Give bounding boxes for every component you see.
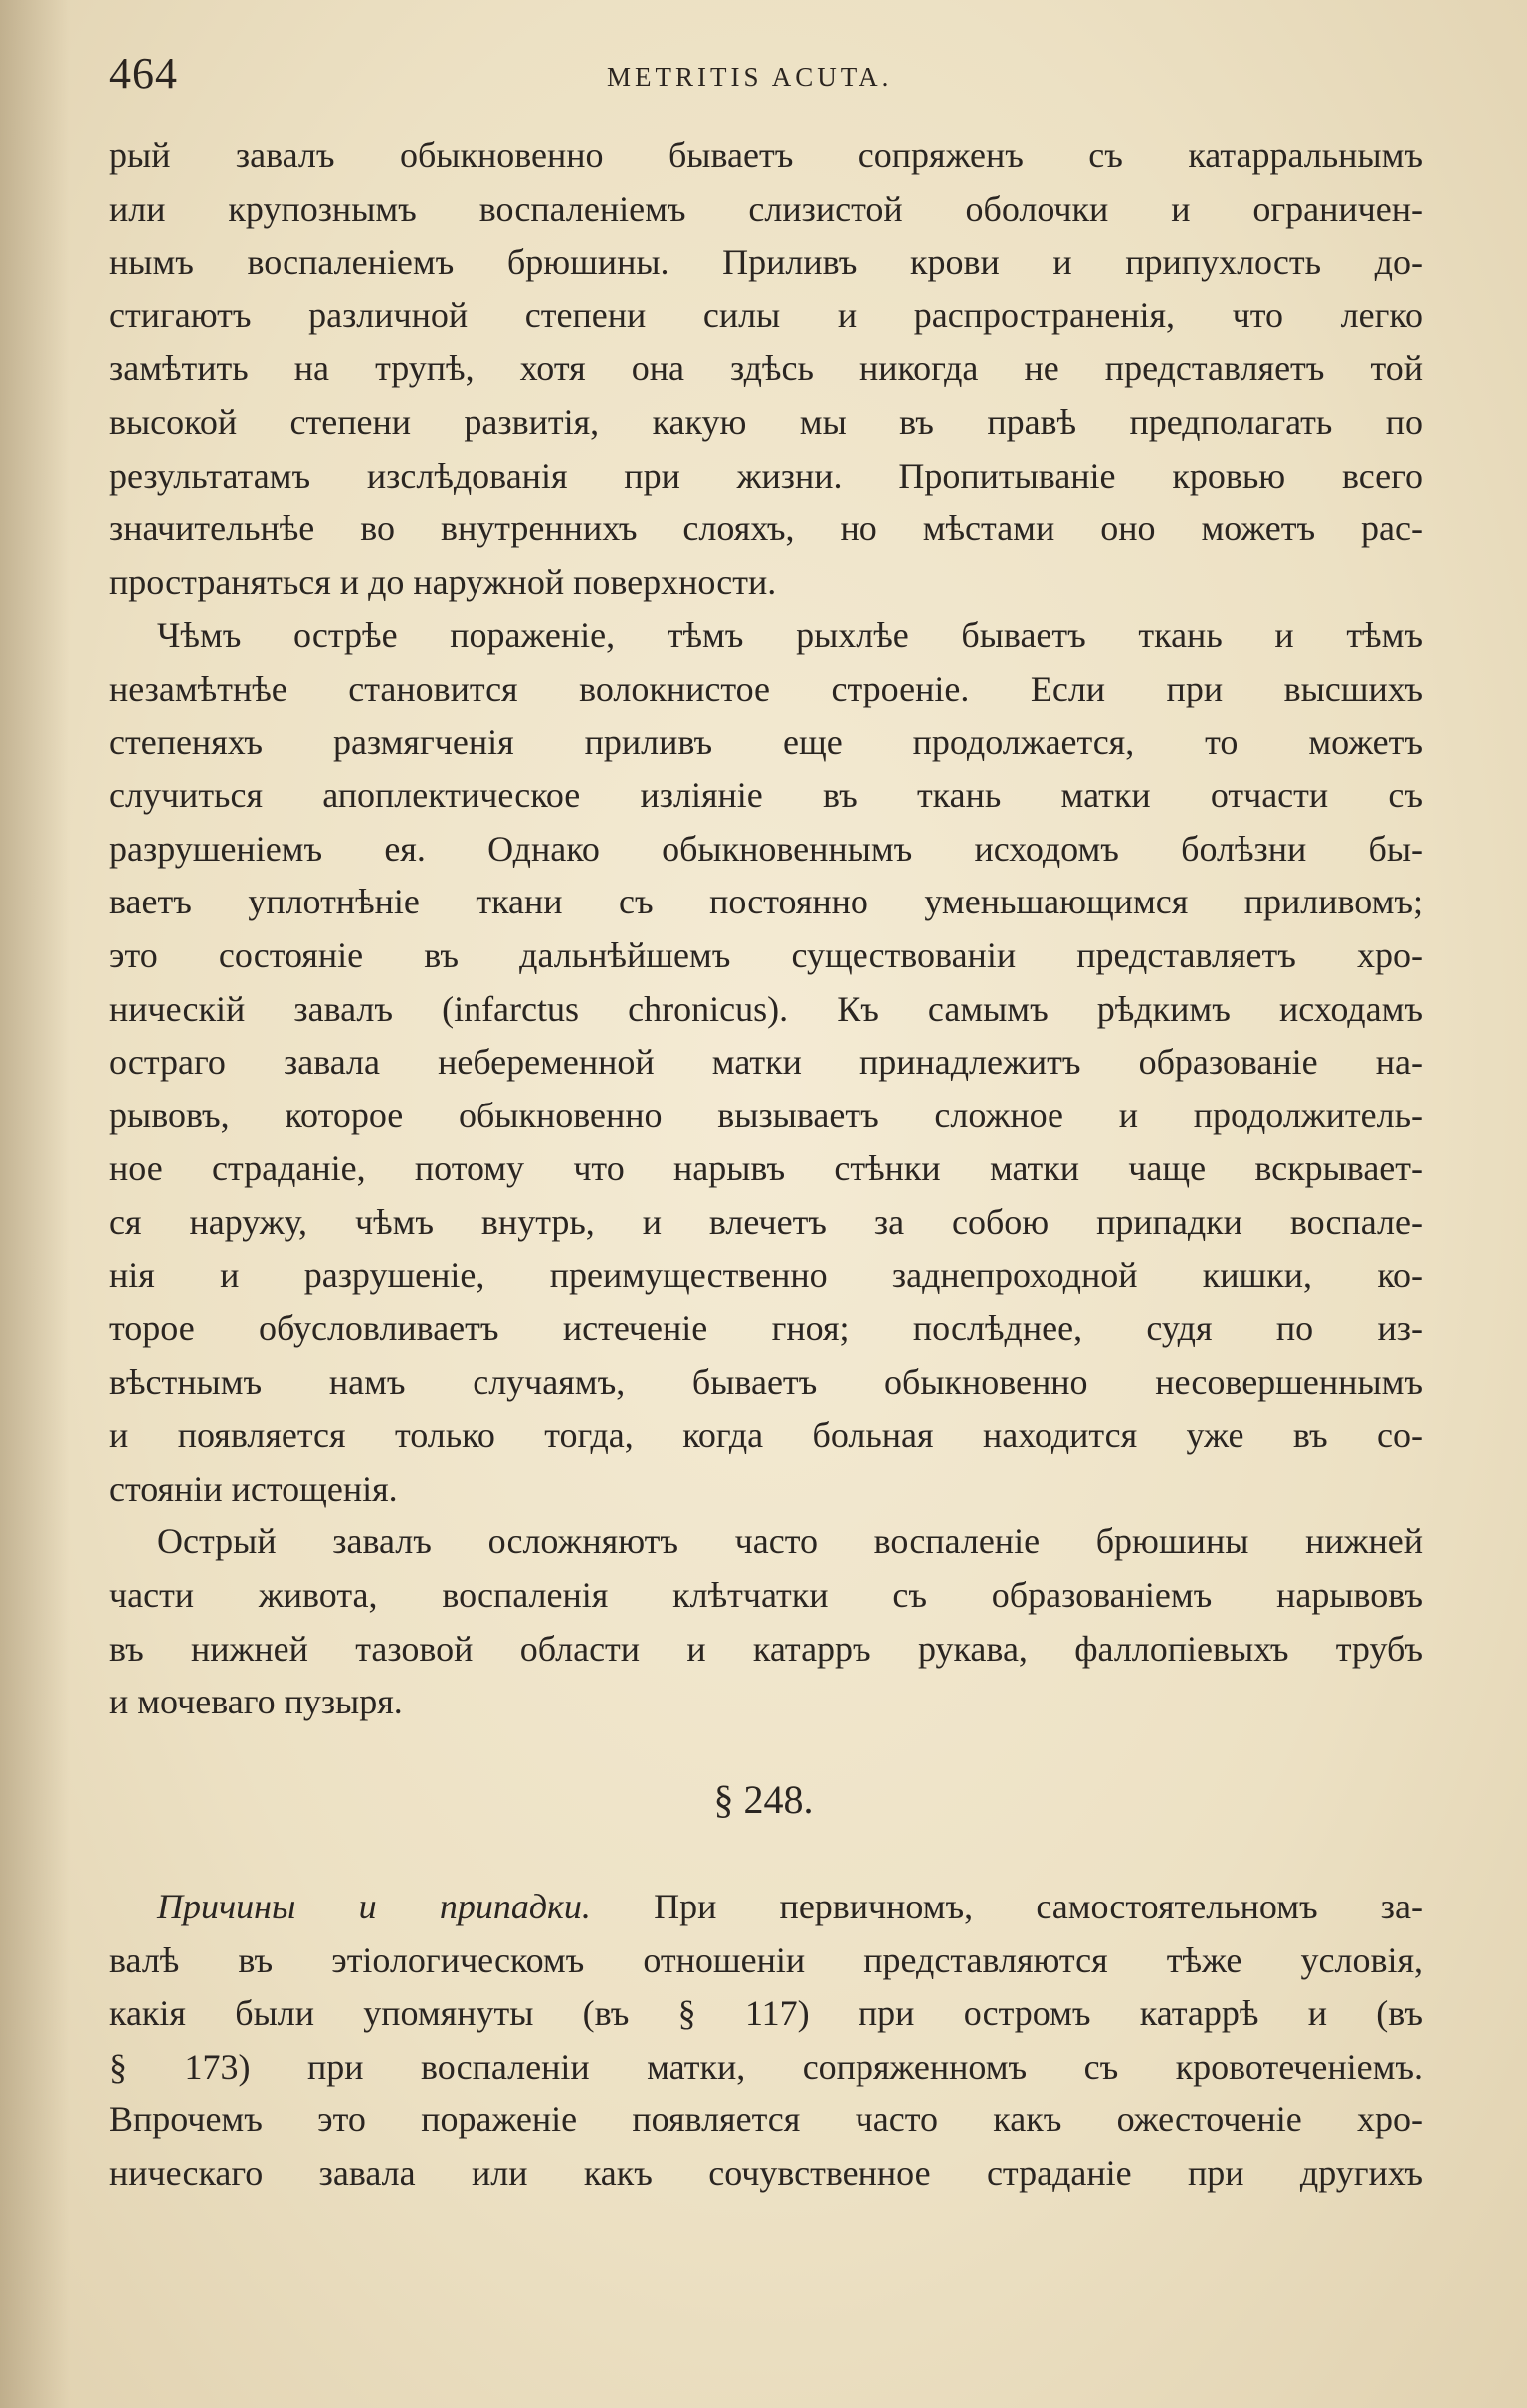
text-line: ническій завалъ (infarctus chronicus). Къ самымъ рѣдкимъ исходамъ bbox=[109, 988, 1423, 1029]
text-line: § 173) при воспаленіи матки, сопряженномъ съ кровотеченіемъ. bbox=[109, 2046, 1423, 2087]
page-spine-shadow bbox=[0, 0, 70, 2408]
text-line: какія были упомянуты (въ § 117) при остромъ катаррѣ и (въ bbox=[109, 1993, 1423, 2034]
page-number: 464 bbox=[109, 49, 178, 98]
text-line: ся наружу, чѣмъ внутрь, и влечетъ за собою припадки воспале- bbox=[109, 1201, 1423, 1242]
text-line: замѣтить на трупѣ, хотя она здѣсь никогда не представляетъ той bbox=[109, 348, 1423, 389]
text-line: или крупознымъ воспаленіемъ слизистой оболочки и ограничен- bbox=[109, 188, 1423, 229]
text-line: нымъ воспаленіемъ брюшины. Приливъ крови и припухлость до- bbox=[109, 242, 1423, 283]
text-line: стигаютъ различной степени силы и распространенія, что легко bbox=[109, 295, 1423, 335]
running-head: METRITIS ACUTA. bbox=[607, 62, 893, 92]
text-line: ваетъ уплотнѣніе ткани съ постоянно уменьшающимся приливомъ; bbox=[109, 882, 1423, 922]
paragraph-lead: Причины и припадки. bbox=[157, 1887, 591, 1926]
text-line: Острый завалъ осложняютъ часто воспаленіе брюшины нижней bbox=[157, 1521, 1423, 1562]
text-line: ное страданіе, потому что нарывъ стѣнки матки чаще вскрывает- bbox=[109, 1148, 1423, 1189]
text-line: части живота, воспаленія клѣтчатки съ образованіемъ нарывовъ bbox=[109, 1575, 1423, 1616]
text-line: нія и разрушеніе, преимущественно заднепроходной кишки, ко- bbox=[109, 1255, 1423, 1296]
text-line: рый завалъ обыкновенно бываетъ сопряженъ съ катарральнымъ bbox=[109, 135, 1423, 175]
text-line: валѣ въ этіологическомъ отношеніи представляются тѣже условія, bbox=[109, 1939, 1423, 1980]
text-line: Впрочемъ это пораженіе появляется часто какъ ожесточеніе хро- bbox=[109, 2100, 1423, 2140]
text-line: и появляется только тогда, когда больная находится уже въ со- bbox=[109, 1415, 1423, 1456]
text-line: случиться апоплектическое изліяніе въ ткань матки отчасти съ bbox=[109, 775, 1423, 816]
text-line bbox=[109, 1881, 1423, 1934]
text-line: ническаго завала или какъ сочувственное страданіе при другихъ bbox=[109, 2152, 1423, 2193]
text-line: рывовъ, которое обыкновенно вызываетъ сложное и продолжитель- bbox=[109, 1095, 1423, 1135]
text-line: торое обусловливаетъ истеченіе гноя; послѣднее, судя по из- bbox=[109, 1308, 1423, 1349]
text-line: незамѣтнѣе становится волокнистое строеніе. Если при высшихъ bbox=[109, 668, 1423, 708]
text-line-rest: При первичномъ, самостоятельномъ за- bbox=[590, 1887, 1423, 1926]
section-text bbox=[109, 1881, 1423, 2201]
text-line: Чѣмъ острѣе пораженіе, тѣмъ рыхлѣе бываетъ ткань и тѣмъ bbox=[157, 615, 1423, 656]
text-line: и мочеваго пузыря. bbox=[109, 1682, 403, 1722]
text-line: степеняхъ размягченія приливъ еще продолжается, то можетъ bbox=[109, 721, 1423, 762]
text-line: разрушеніемъ ея. Однако обыкновеннымъ исходомъ болѣзни бы- bbox=[109, 828, 1423, 869]
text-line: остраго завала небеременной матки принадлежитъ образованіе на- bbox=[109, 1042, 1423, 1083]
text-line: вѣстнымъ намъ случаямъ, бываетъ обыкновенно несовершеннымъ bbox=[109, 1361, 1423, 1402]
page-header bbox=[109, 48, 1423, 107]
text-line: пространяться и до наружной поверхности. bbox=[109, 561, 777, 602]
text-line: значительнѣе во внутреннихъ слояхъ, но мѣстами оно можетъ рас- bbox=[109, 508, 1423, 549]
text-line: въ нижней тазовой области и катарръ рукава, фаллопіевыхъ трубъ bbox=[109, 1628, 1423, 1669]
text-line: это состояніе въ дальнѣйшемъ существованіи представляетъ хро- bbox=[109, 934, 1423, 975]
body-text bbox=[109, 129, 1423, 1729]
section-heading: § 248. bbox=[713, 1777, 814, 1822]
text-line: высокой степени развитія, какую мы въ правѣ предполагать по bbox=[109, 401, 1423, 442]
text-line: результатамъ изслѣдованія при жизни. Пропитываніе кровью всего bbox=[109, 455, 1423, 496]
text-line: стояніи истощенія. bbox=[109, 1468, 398, 1508]
